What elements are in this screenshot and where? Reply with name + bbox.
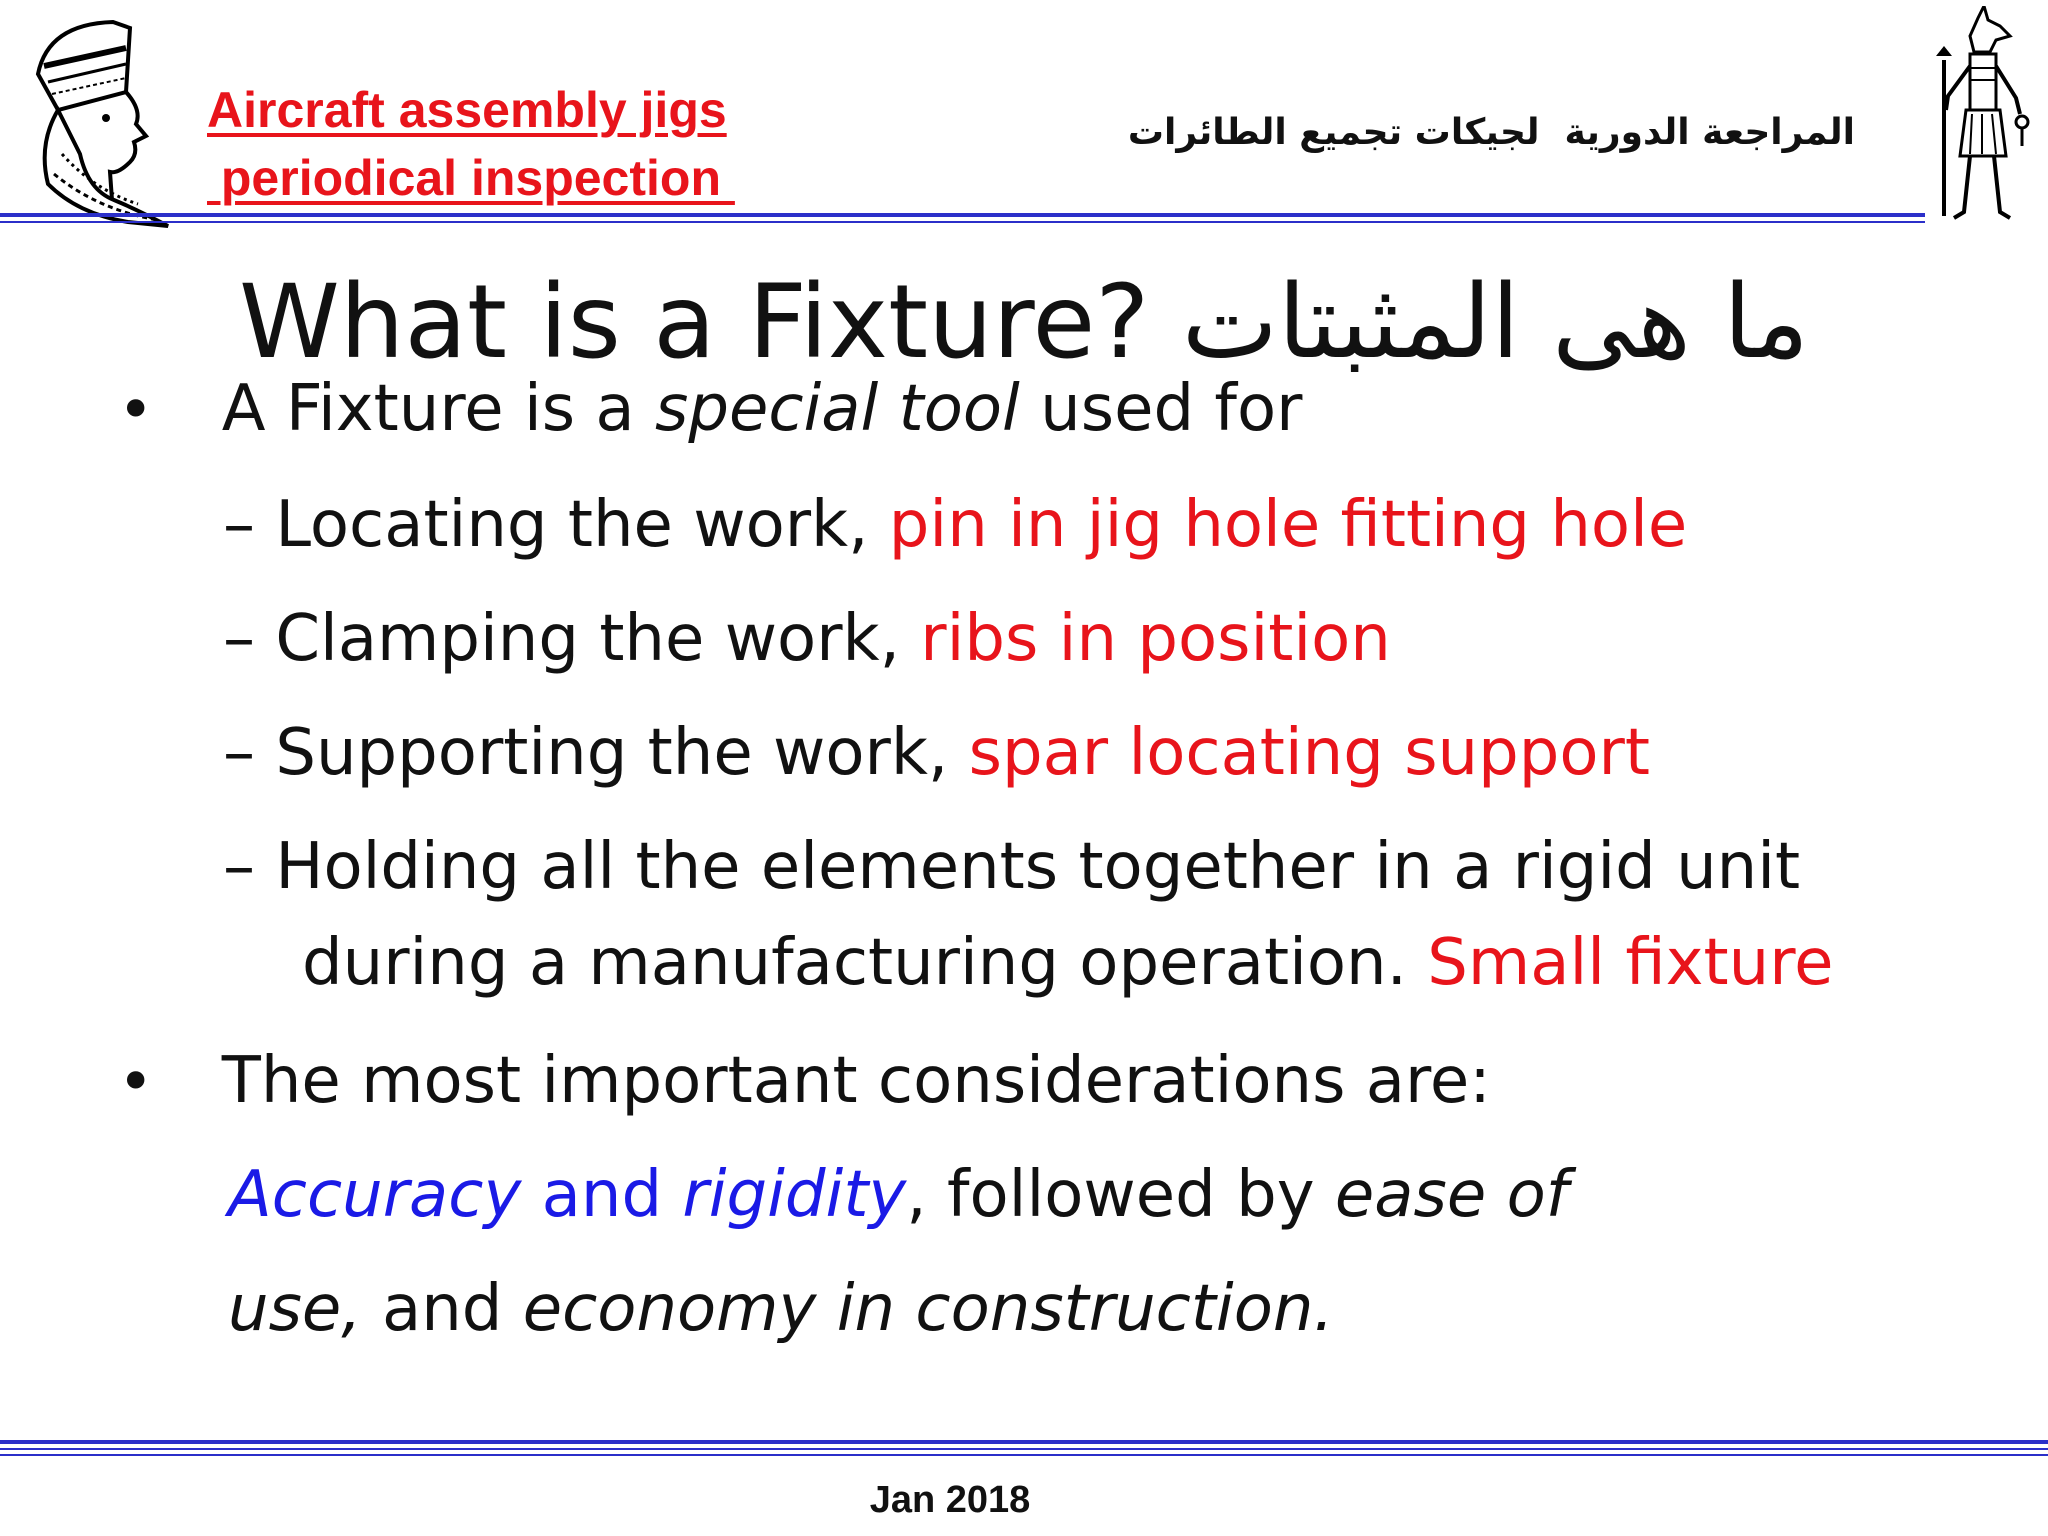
bullet-item-2 <box>118 1040 1491 1123</box>
footer-rule <box>0 1440 2048 1444</box>
sub-item-text: during a manufacturing operation. <box>302 926 1428 1000</box>
considerations-line-2 <box>228 1268 1334 1350</box>
sub-item-text: Locating the work, <box>275 488 889 562</box>
use-text: use, <box>228 1272 362 1346</box>
ease-text: ease of <box>1334 1158 1569 1232</box>
sub-item-clamping <box>223 598 1391 680</box>
bullet-text: The most important considerations are: <box>221 1044 1491 1118</box>
slide-title-ar: ما هى المثبتات <box>1181 263 1810 382</box>
sub-item-highlight: pin in jig hole fitting hole <box>888 488 1688 562</box>
sub-item-highlight: ribs in position <box>920 602 1391 676</box>
header-title-en-line1: Aircraft assembly jigs <box>207 82 727 138</box>
sub-item-text: Clamping the work, <box>275 602 921 676</box>
sub-item-holding <box>223 826 1800 908</box>
sub-item-highlight: spar locating support <box>968 716 1650 790</box>
bullet-item-1 <box>118 368 1302 451</box>
sub-item-locating <box>223 484 1687 566</box>
sub-item-text: Holding all the elements together in a rigid unit <box>275 830 1801 904</box>
and-text: and <box>521 1158 683 1232</box>
header-title-en-line2: periodical inspection <box>207 150 735 206</box>
header-rule <box>0 213 1925 217</box>
sub-item-text: Supporting the work, <box>275 716 969 790</box>
dash-icon: – <box>223 488 276 562</box>
and-text: and <box>361 1272 523 1346</box>
bullet-emphasis: special tool <box>654 372 1020 446</box>
footer-rule <box>0 1448 2048 1450</box>
considerations-line-1 <box>228 1154 1568 1236</box>
dash-icon: – <box>223 602 276 676</box>
footer-rule <box>0 1454 2048 1456</box>
sub-item-holding-cont <box>302 922 1833 1004</box>
header-rule <box>0 221 1925 223</box>
sub-item-supporting <box>223 712 1650 794</box>
slide-title-en: What is a Fixture? <box>238 263 1150 382</box>
bullet-icon: • <box>118 375 154 445</box>
followed-text: , followed by <box>906 1158 1335 1232</box>
anubis-figure-icon <box>1930 6 2042 228</box>
dash-icon: – <box>223 716 276 790</box>
economy-text: economy in construction. <box>522 1272 1334 1346</box>
header-title-ar: المراجعة الدورية لجيكات تجميع الطائرات <box>1127 112 1855 153</box>
dash-icon: – <box>223 830 276 904</box>
bullet-icon: • <box>118 1047 154 1117</box>
sub-item-highlight: Small fixture <box>1427 926 1834 1000</box>
nefertiti-bust-icon <box>18 14 178 234</box>
rigidity-text: rigidity <box>682 1158 907 1232</box>
accuracy-text: Accuracy <box>228 1158 522 1232</box>
bullet-text: A Fixture is a <box>221 372 655 446</box>
header-title-en <box>207 76 735 212</box>
footer-date: Jan 2018 <box>869 1479 1031 1521</box>
bullet-text: used for <box>1019 372 1303 446</box>
